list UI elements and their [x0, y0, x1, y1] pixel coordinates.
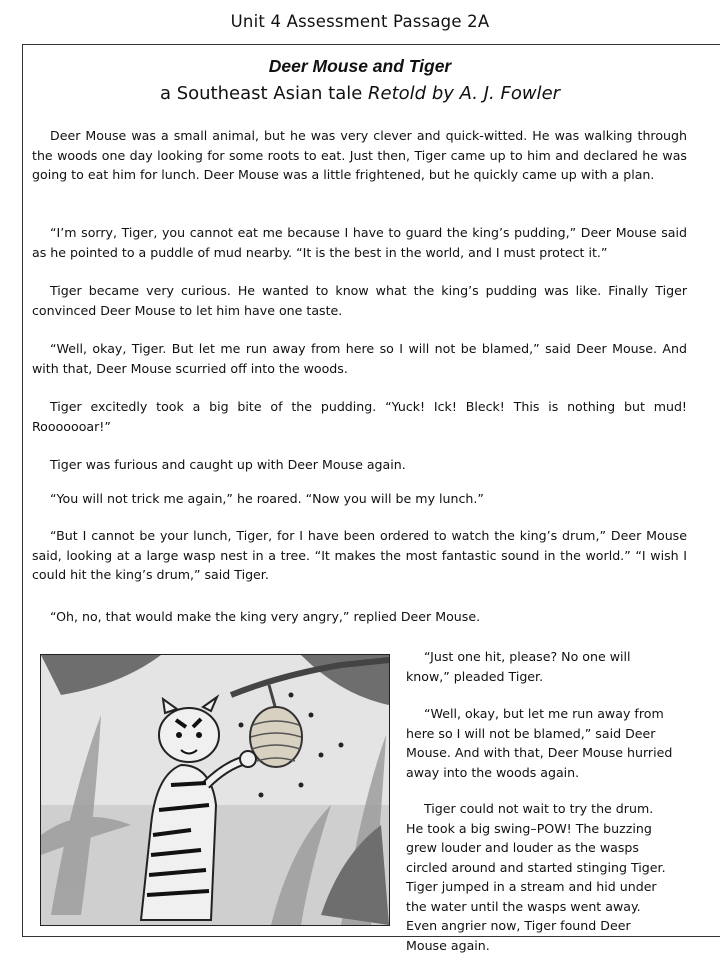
- paragraph-8: “But I cannot be your lunch, Tiger, for I have been ordered to watch the king’s drum,” Deer Mouse said, looking at a large wasp nest in a tree. “It makes the most fantastic sound in the world.” “I wish I could hit the king’s drum,” said Tiger.: [32, 528, 687, 582]
- paragraph-2: “I’m sorry, Tiger, you cannot eat me because I have to guard the king’s pudding,” Deer Mouse said as he pointed to a puddle of mud nearby. “It is the best in the world, and I must protect it.”: [32, 225, 687, 260]
- subtitle-text: a Southeast Asian tale: [159, 83, 369, 104]
- paragraph-1: Deer Mouse was a small animal, but he was very clever and quick-witted. He was walking through the woods one day looking for some roots to eat. Just then, Tiger came up to him and declared he was going to eat him for lunch. Deer Mouse was a little frightened, but he quickly came up with a plan.: [32, 128, 687, 182]
- story-title: Deer Mouse and Tiger: [268, 56, 452, 76]
- paragraph-5: Tiger excitedly took a big bite of the pudding. “Yuck! Ick! Bleck! This is nothing but mud! Rooooooar!”: [32, 399, 687, 434]
- side-paragraph-1: “Just one hit, please? No one will know,” pleaded Tiger.: [406, 649, 631, 684]
- page-header: Unit 4 Assessment Passage 2A: [230, 12, 490, 31]
- paragraph-7: “You will not trick me again,” he roared. “Now you will be my lunch.”: [50, 491, 484, 506]
- illustration-art: [41, 655, 389, 925]
- tiger-wasp-nest-illustration: [40, 654, 390, 926]
- paragraph-4: “Well, okay, Tiger. But let me run away from here so I will not be blamed,” said Deer Mouse. And with that, Deer Mouse scurried off into the woods.: [32, 341, 687, 376]
- story-subtitle: [0, 83, 720, 104]
- paragraph-6: Tiger was furious and caught up with Deer Mouse again.: [50, 457, 406, 472]
- author-credit: Retold by A. J. Fowler: [368, 83, 561, 104]
- side-paragraph-2: “Well, okay, but let me run away from here so I will not be blamed,” said Deer Mouse. And with that, Deer Mouse hurried away into the woods again.: [406, 706, 673, 780]
- paragraph-3: Tiger became very curious. He wanted to know what the king’s pudding was like. Finally Tiger convinced Deer Mouse to let him have one taste.: [32, 283, 687, 318]
- side-paragraph-3: Tiger could not wait to try the drum. He took a big swing–POW! The buzzing grew louder and louder as the wasps circled around and started stinging Tiger. Tiger jumped in a stream and hid under the water until the wasps went away. Even angrier now, Tiger found Deer Mouse again.: [406, 801, 666, 953]
- paragraph-9: “Oh, no, that would make the king very angry,” replied Deer Mouse.: [50, 609, 481, 624]
